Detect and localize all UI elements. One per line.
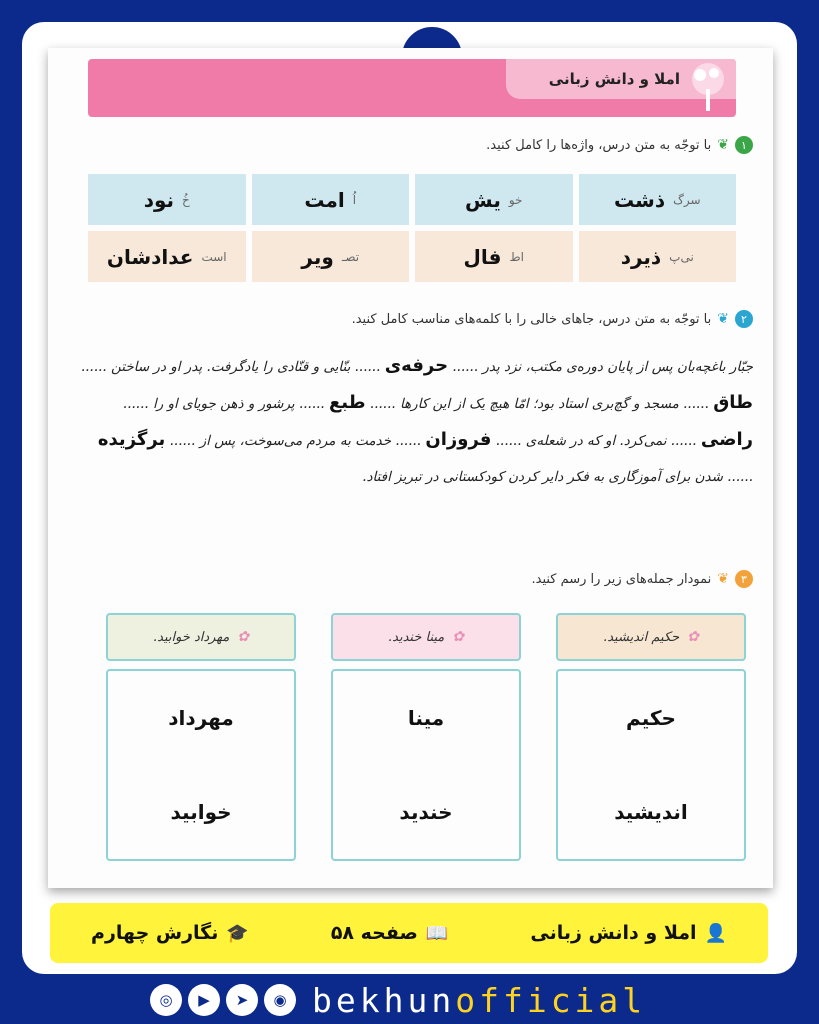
q3-number: ۳ (735, 570, 753, 588)
film-reel-icon[interactable]: ◎ (150, 984, 182, 1016)
q2-instruction (352, 310, 753, 328)
graduation-cap-icon: 🎓 (226, 922, 249, 944)
fill-answer: طبع (329, 392, 366, 413)
footer-book (91, 922, 249, 944)
fill-answer: راضی (700, 429, 753, 450)
social-brand-row (150, 980, 646, 1020)
word-cell (252, 174, 410, 225)
book-open-icon: 📖 (425, 922, 449, 944)
brand-handle-part1: bekhun (312, 980, 456, 1020)
para-text: ...... نمی‌کرد. او که در شعله‌ی ...... (495, 433, 697, 449)
section-header (88, 59, 736, 117)
diagram-box (556, 669, 746, 861)
word-cell (252, 231, 410, 282)
fill-answer: حرفه‌ی (384, 355, 449, 376)
word-prefix: اُ (352, 192, 357, 207)
word-answer: عدادشان (106, 244, 194, 269)
word-prefix: است (201, 249, 227, 264)
diagram-verb: خندید (399, 800, 453, 824)
sentence-text: مینا خندید. (388, 629, 445, 645)
word-cell (415, 174, 573, 225)
word-prefix: تصـ (341, 249, 360, 264)
word-answer: یش (465, 187, 501, 212)
q2-text: با توجّه به متن درس، جاهای خالی را با کلمه‌های مناسب کامل کنید. (351, 311, 712, 327)
word-cell (415, 231, 573, 282)
word-answer: امت (304, 187, 345, 212)
word-cell (88, 231, 246, 282)
leaf-icon: ❦ (717, 137, 729, 153)
instagram-icon[interactable]: ◉ (264, 984, 296, 1016)
q2-number: ۲ (735, 310, 753, 328)
diagram-subject: حکیم (626, 706, 676, 730)
q1-number: ۱ (735, 136, 753, 154)
diagram-subject: مینا (407, 706, 445, 730)
word-answer: ذیرد (620, 244, 662, 269)
word-prefix: خُ (182, 192, 190, 207)
youtube-icon[interactable]: ▶ (188, 984, 220, 1016)
flower-icon: ✿ (237, 629, 250, 645)
footer-book-text: نگارش چهارم (91, 922, 219, 944)
leaf-icon: ❦ (717, 571, 729, 587)
para-text: ...... شدن برای آموزگاری به فکر دایر کردن کودکستانی در تبریز افتاد. (362, 469, 753, 485)
word-cell (579, 174, 737, 225)
word-answer: فال (463, 244, 502, 269)
word-cell (579, 231, 737, 282)
para-text: ...... خدمت به مردم می‌سوخت، پس از ...... (169, 433, 422, 449)
diagram-verb: خوابید (170, 800, 232, 824)
q3-text: نمودار جمله‌های زیر را رسم کنید. (531, 571, 712, 587)
word-prefix: سرگ (673, 192, 701, 207)
sentence-text: مهرداد خوابید. (152, 629, 230, 645)
diagram-column (106, 613, 296, 861)
word-answer: ویر (301, 244, 334, 269)
diagram-box (331, 669, 521, 861)
para-text: ...... بنّایی و قنّادی را یادگرفت. پدر او در ساختن ...... (80, 359, 381, 375)
tree-icon (686, 61, 730, 113)
fill-answer: برگزیده (97, 429, 166, 450)
footer-info-bar (50, 903, 768, 963)
word-answer: ذشت (613, 187, 666, 212)
textbook-page (48, 48, 773, 888)
diagram-sentence (331, 613, 521, 661)
para-text: جبّار باغچه‌بان پس از پایان دوره‌ی مکتب، نزد پدر ...... (452, 359, 753, 375)
q1-grid (88, 174, 736, 282)
word-prefix: اط (509, 249, 524, 264)
diagram-verb: اندیشید (614, 800, 688, 824)
diagram-column (331, 613, 521, 861)
flower-icon: ✿ (452, 629, 464, 645)
para-text: ...... پرشور و ذهن جویای او را ...... (122, 396, 325, 412)
diagram-sentence (106, 613, 296, 661)
footer-topic-text: املا و دانش زبانی (530, 922, 697, 944)
diagram-subject: مهرداد (168, 706, 234, 730)
q1-instruction (486, 136, 753, 154)
diagram-box (106, 669, 296, 861)
brand-handle (312, 981, 646, 1020)
leaf-icon: ❦ (717, 311, 729, 327)
word-cell (88, 174, 246, 225)
diagram-sentence (556, 613, 746, 661)
footer-page-text: صفحه ۵۸ (330, 922, 418, 944)
sentence-diagrams (86, 613, 746, 868)
student-icon: 👤 (704, 922, 727, 944)
word-answer: نود (143, 187, 175, 212)
q1-text: با توجّه به متن درس، واژه‌ها را کامل کنید. (486, 137, 712, 153)
telegram-icon[interactable]: ➤ (226, 984, 258, 1016)
word-prefix: خو (508, 192, 523, 207)
q3-instruction (531, 570, 753, 588)
section-title: املا و دانش زبانی (506, 59, 736, 99)
footer-topic (530, 922, 727, 944)
word-prefix: نی‌پ (669, 249, 694, 264)
brand-handle-part2: official (455, 980, 647, 1020)
fill-answer: طاق (713, 392, 753, 413)
sentence-text: حکیم اندیشید. (603, 629, 680, 645)
diagram-column (556, 613, 746, 861)
flower-icon: ✿ (687, 629, 699, 645)
para-text: ...... مسجد و گچ‌بری استاد بود؛ امّا هیچ یک از این کارها ...... (369, 396, 709, 412)
footer-page (331, 922, 449, 944)
q2-paragraph (78, 348, 753, 495)
fill-answer: فروزان (425, 429, 492, 450)
